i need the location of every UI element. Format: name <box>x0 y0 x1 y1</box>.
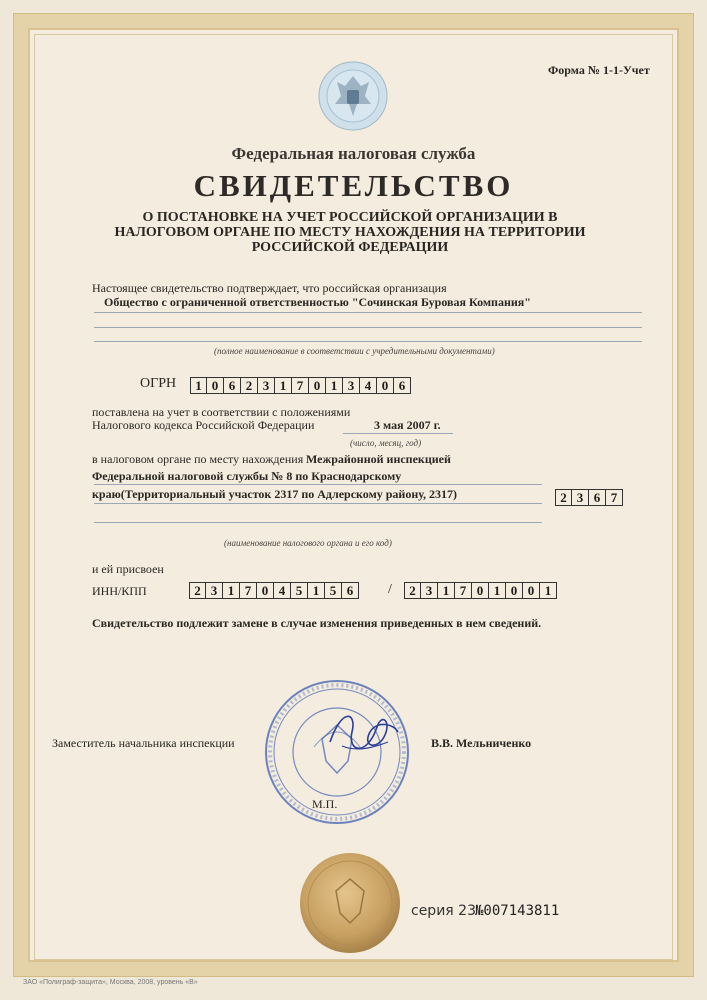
inn-kpp-label: ИНН/КПП <box>92 584 147 598</box>
document-title: СВИДЕТЕЛЬСТВО <box>193 168 514 203</box>
digit-cell: 3 <box>206 582 223 599</box>
date-line <box>343 433 453 434</box>
digit-cell: 7 <box>240 582 257 599</box>
digit-cell: 6 <box>589 489 606 506</box>
digit-cell: 0 <box>377 377 394 394</box>
tax-office-caption: (наименование налогового органа и его код) <box>224 538 392 548</box>
digit-cell: 7 <box>606 489 623 506</box>
digit-cell: 7 <box>292 377 309 394</box>
registered-text-1: поставлена на учет в соответствии с положениями <box>92 405 351 419</box>
signer-name: В.В. Мельниченко <box>431 736 532 750</box>
org-name-caption: (полное наименование в соответствии с учредительными документами) <box>214 346 495 356</box>
tax-office-line <box>94 522 542 523</box>
registered-text-2: Налогового кодекса Российской Федерации <box>92 418 315 432</box>
hologram-emblem-icon <box>317 60 389 132</box>
tax-office-line <box>94 503 542 504</box>
tax-office-name-1: Межрайонной инспекцией <box>306 452 451 466</box>
digit-cell: 4 <box>274 582 291 599</box>
serial-number: №007143811 <box>475 903 560 919</box>
digit-cell: 0 <box>472 582 489 599</box>
org-name-line <box>94 312 642 313</box>
stamp-place-mark: М.П. <box>312 797 338 811</box>
digit-cell: 7 <box>455 582 472 599</box>
digit-cell: 6 <box>224 377 241 394</box>
digit-cell: 3 <box>343 377 360 394</box>
tax-office-name-3: краю(Территориальный участок 2317 по Адлерскому району, 2317) <box>92 487 458 501</box>
organization-name: Общество с ограниченной ответственностью "Сочинская Буровая Компания" <box>104 295 531 309</box>
digit-cell: 0 <box>523 582 540 599</box>
assigned-label: и ей присвоен <box>92 562 164 576</box>
document-subtitle: О ПОСТАНОВКЕ НА УЧЕТ РОССИЙСКОЙ ОРГАНИЗАЦИИ В НАЛОГОВОМ ОРГАНЕ ПО МЕСТУ НАХОЖДЕНИЯ НА ТЕРРИТОРИИ РОССИЙСКОЙ ФЕДЕРАЦИИ <box>114 210 586 255</box>
org-name-line <box>94 327 642 328</box>
digit-cell: 1 <box>489 582 506 599</box>
inn-cells <box>189 582 359 599</box>
digit-cell: 2 <box>404 582 421 599</box>
digit-cell: 0 <box>207 377 224 394</box>
digit-cell: 0 <box>309 377 326 394</box>
digit-cell: 1 <box>326 377 343 394</box>
digit-cell: 3 <box>258 377 275 394</box>
kpp-cells <box>404 582 557 599</box>
agency-name: Федеральная налоговая служба <box>231 144 476 163</box>
digit-cell: 1 <box>438 582 455 599</box>
form-number: Форма № 1-1-Учет <box>548 63 650 77</box>
tax-office-line <box>94 484 542 485</box>
digit-cell: 1 <box>223 582 240 599</box>
org-name-line <box>94 341 642 342</box>
printer-credit: ЗАО «Полиграф-защита», Москва, 2008, уровень «В» <box>23 979 198 986</box>
tax-office-name-2: Федеральной налоговой службы № 8 по Краснодарскому <box>92 469 402 483</box>
inn-kpp-separator: / <box>388 582 392 597</box>
digit-cell: 1 <box>308 582 325 599</box>
digit-cell: 1 <box>540 582 557 599</box>
digit-cell: 6 <box>342 582 359 599</box>
registration-date: 3 мая 2007 г. <box>374 418 441 432</box>
digit-cell: 6 <box>394 377 411 394</box>
digit-cell: 5 <box>291 582 308 599</box>
ogrn-label: ОГРН <box>140 376 177 391</box>
digit-cell: 1 <box>190 377 207 394</box>
digit-cell: 0 <box>506 582 523 599</box>
ogrn-cells <box>190 377 411 394</box>
confirm-text: Настоящее свидетельство подтверждает, что российская организация <box>92 281 447 295</box>
gold-seal-icon <box>298 851 402 955</box>
digit-cell: 1 <box>275 377 292 394</box>
signer-position: Заместитель начальника инспекции <box>52 736 235 750</box>
digit-cell: 2 <box>241 377 258 394</box>
date-caption: (число, месяц, год) <box>350 438 422 448</box>
digit-cell: 5 <box>325 582 342 599</box>
digit-cell: 3 <box>421 582 438 599</box>
tax-office-intro: в налоговом органе по месту нахождения <box>92 452 304 466</box>
digit-cell: 4 <box>360 377 377 394</box>
digit-cell: 2 <box>555 489 572 506</box>
signature-icon <box>322 702 402 762</box>
digit-cell: 0 <box>257 582 274 599</box>
digit-cell: 2 <box>189 582 206 599</box>
replacement-note: Свидетельство подлежит замене в случае изменения приведенных в нем сведений. <box>92 616 542 630</box>
tax-office-code-cells <box>555 489 623 506</box>
digit-cell: 3 <box>572 489 589 506</box>
serial-label: серия 23 <box>411 903 476 919</box>
